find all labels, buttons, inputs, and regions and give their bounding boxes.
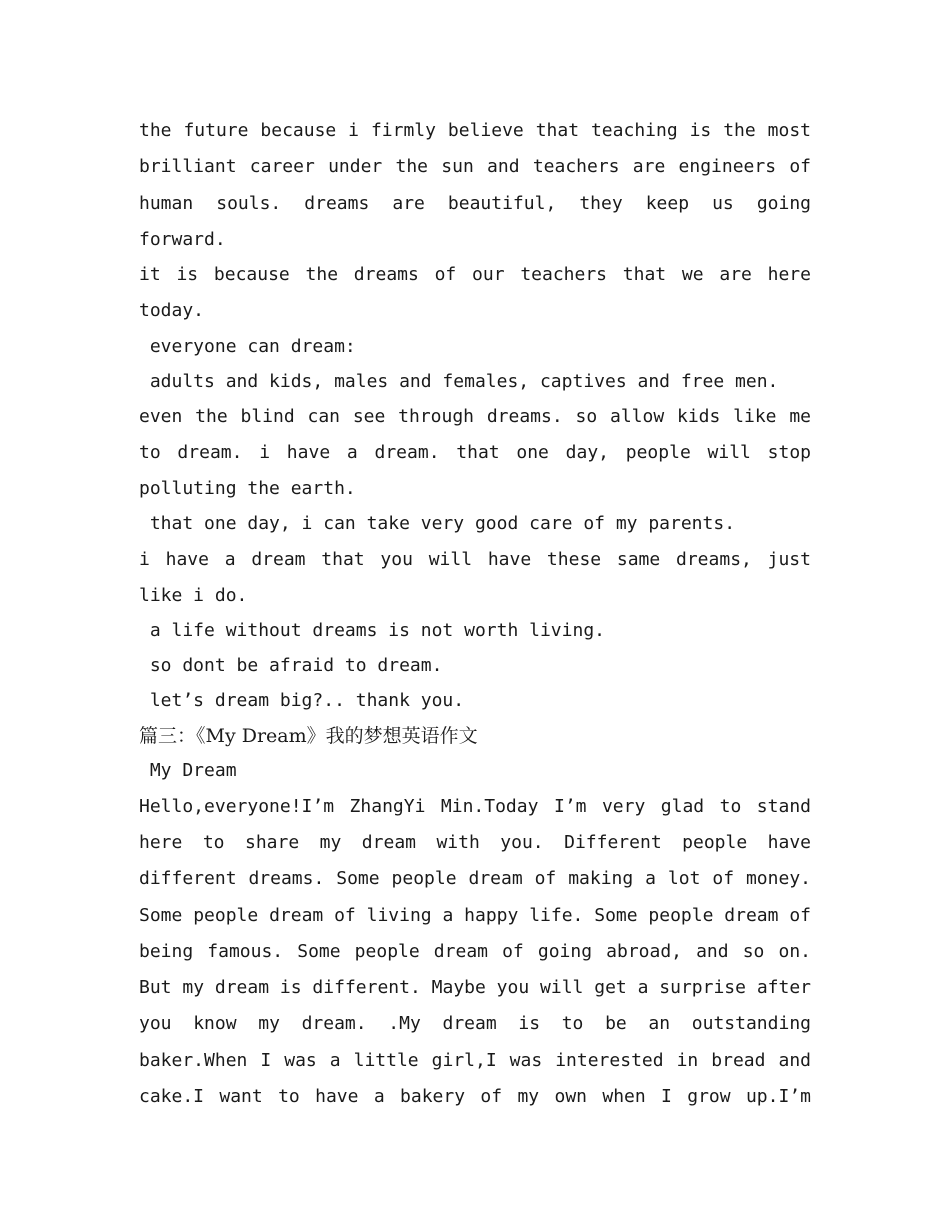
- text-line: like i do.: [139, 585, 248, 606]
- text-line: here to share my dream with you. Different people have: [139, 832, 811, 853]
- text-line: different dreams. Some people dream of making a lot of money.: [139, 868, 811, 889]
- text-line: baker.When I was a little girl,I was interested in bread and: [139, 1050, 811, 1071]
- text-line: it is because the dreams of our teachers that we are here: [139, 264, 811, 285]
- text-line: the future because i firmly believe that teaching is the most: [139, 120, 811, 141]
- text-line: brilliant career under the sun and teachers are engineers of: [139, 156, 811, 177]
- text-line: today.: [139, 300, 205, 321]
- text-line: let’s dream big?.. thank you.: [139, 690, 465, 711]
- text-line: Hello,everyone!I’m ZhangYi Min.Today I’m very glad to stand: [139, 796, 811, 817]
- text-line: Some people dream of living a happy life. Some people dream of: [139, 905, 811, 926]
- text-line: you know my dream. .My dream is to be an outstanding: [139, 1013, 811, 1034]
- text-line: forward.: [139, 229, 226, 250]
- section-heading: 篇三：《My Dream》我的梦想英语作文: [139, 725, 478, 747]
- text-line: But my dream is different. Maybe you will get a surprise after: [139, 977, 811, 998]
- text-line: that one day, i can take very good care of my parents.: [139, 513, 736, 534]
- text-line: polluting the earth.: [139, 478, 356, 499]
- text-line: being famous. Some people dream of going abroad, and so on.: [139, 941, 811, 962]
- essay-title: My Dream: [139, 760, 237, 781]
- text-line: so dont be afraid to dream.: [139, 655, 443, 676]
- text-line: even the blind can see through dreams. so allow kids like me: [139, 406, 811, 427]
- text-line: a life without dreams is not worth living.: [139, 620, 605, 641]
- text-line: human souls. dreams are beautiful, they keep us going: [139, 193, 811, 214]
- text-line: cake.I want to have a bakery of my own when I grow up.I’m: [139, 1086, 811, 1107]
- text-line: adults and kids, males and females, captives and free men.: [139, 371, 779, 392]
- text-line: to dream. i have a dream. that one day, people will stop: [139, 442, 811, 463]
- text-line: everyone can dream:: [139, 336, 356, 357]
- text-line: i have a dream that you will have these same dreams, just: [139, 549, 811, 570]
